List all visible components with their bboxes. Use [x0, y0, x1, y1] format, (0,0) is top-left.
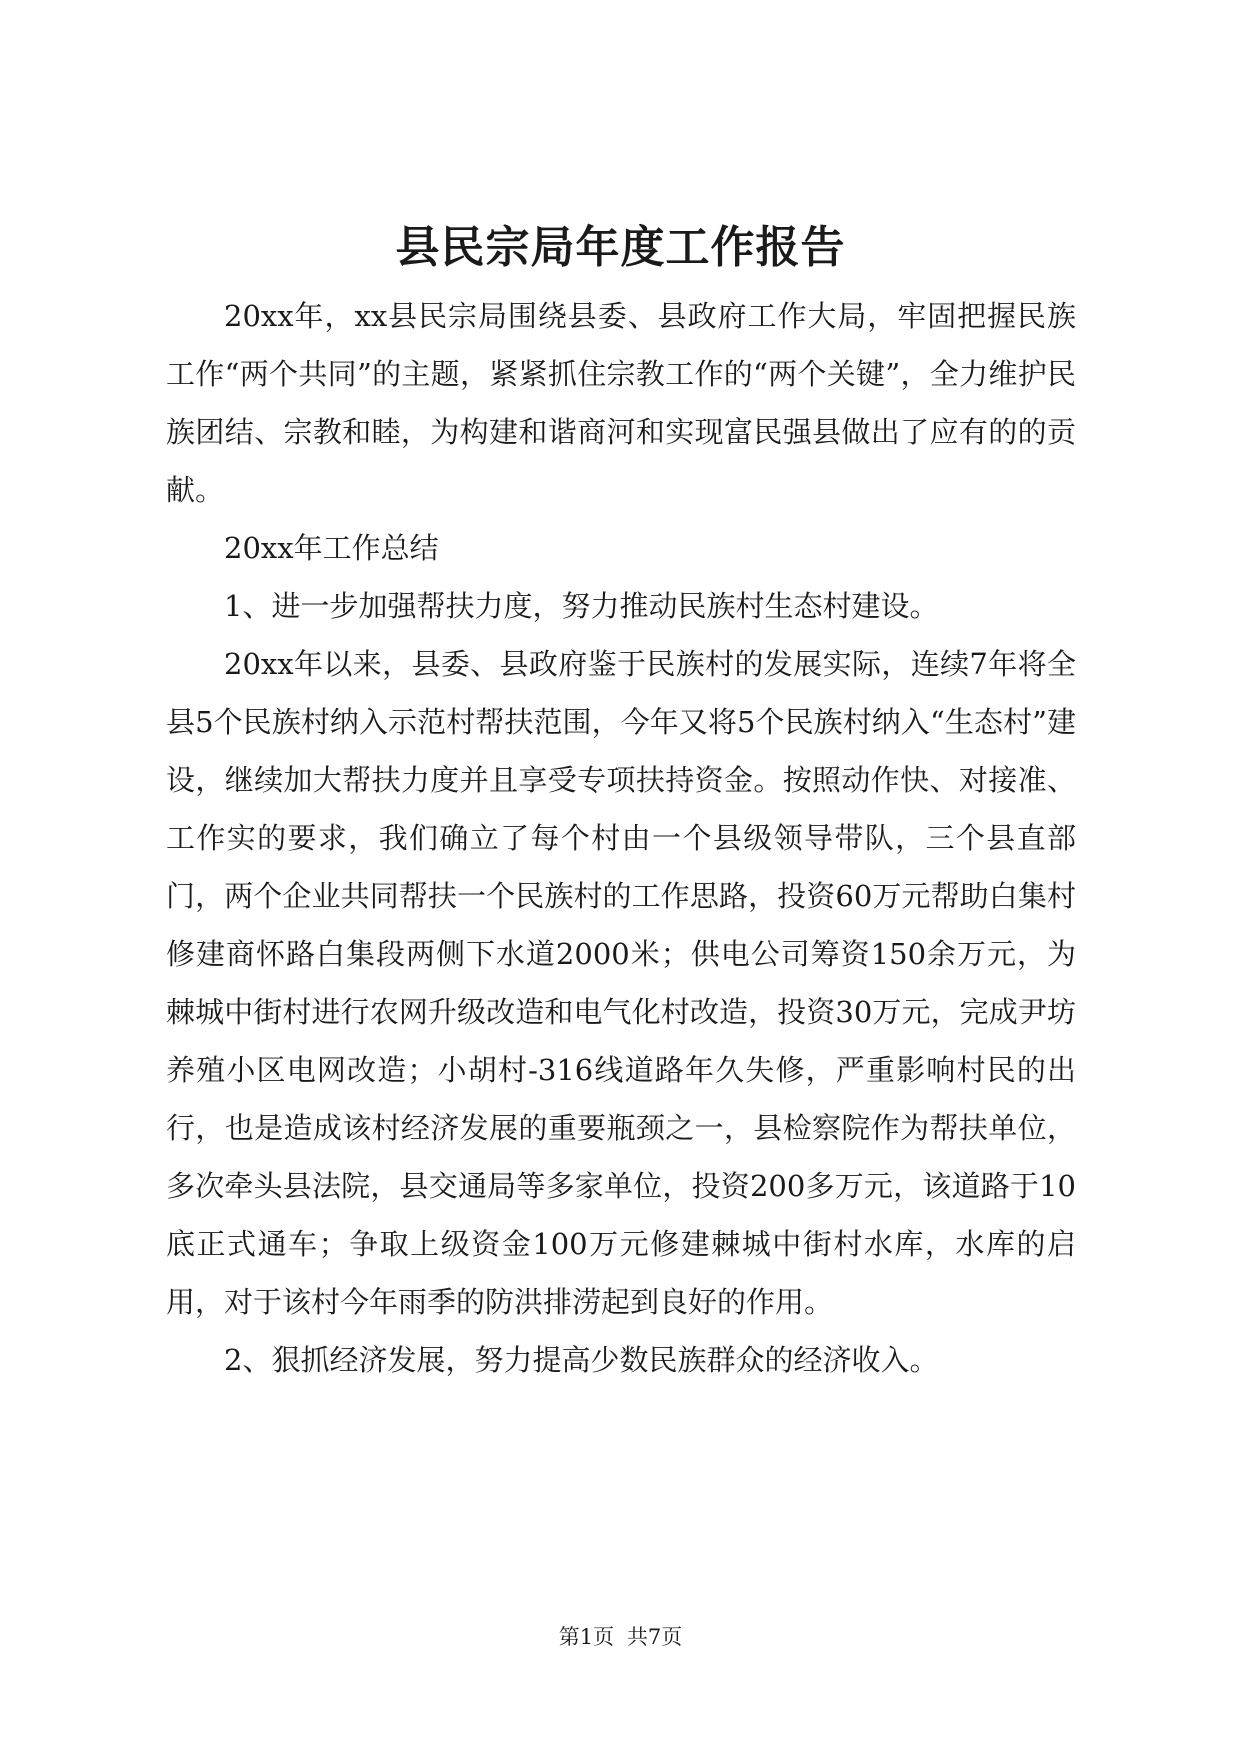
document-body — [166, 287, 1076, 1389]
section-heading-summary: 20xx年工作总结 — [224, 531, 439, 565]
page-number-current: 第1页 — [558, 1625, 615, 1649]
subheading-1: 1、进一步加强帮扶力度，努力推动民族村生态村建设。 — [224, 589, 939, 623]
page-footer — [0, 1622, 1241, 1652]
page-number-total: 共7页 — [626, 1625, 683, 1649]
subheading-2: 2、狠抓经济发展，努力提高少数民族群众的经济收入。 — [224, 1343, 939, 1377]
intro-paragraph: 20xx年，xx县民宗局围绕县委、县政府工作大局，牢固把握民族工作“两个共同”的主题，紧紧抓住宗教工作的“两个关键”，全力维护民族团结、宗教和睦，为构建和谐商河和实现富民强县做出了应有的的贡献。 — [166, 299, 1076, 507]
document-title: 县民宗局年度工作报告 — [395, 222, 846, 273]
body-paragraph: 20xx年以来，县委、县政府鉴于民族村的发展实际，连续7年将全县5个民族村纳入示范村帮扶范围，今年又将5个民族村纳入“生态村”建设，继续加大帮扶力度并且享受专项扶持资金。按照动作快、对接准、工作实的要求，我们确立了每个村由一个县级领导带队，三个县直部门，两个企业共同帮扶一个民族村的工作思路，投资60万元帮助白集村修建商怀路白集段两侧下水道2000米；供电公司筹资150余万元，为棘城中街村进行农网升级改造和电气化村改造，投资30万元，完成尹坊养殖小区电网改造；小胡村-316线道路年久失修，严重影响村民的出行，也是造成该村经济发展的重要瓶颈之一，县检察院作为帮扶单位，多次牵头县法院，县交通局等多家单位，投资200多万元，该道路于10底正式通车；争取上级资金100万元修建棘城中街村水库，水库的启用，对于该村今年雨季的防洪排涝起到良好的作用。 — [166, 647, 1076, 1319]
